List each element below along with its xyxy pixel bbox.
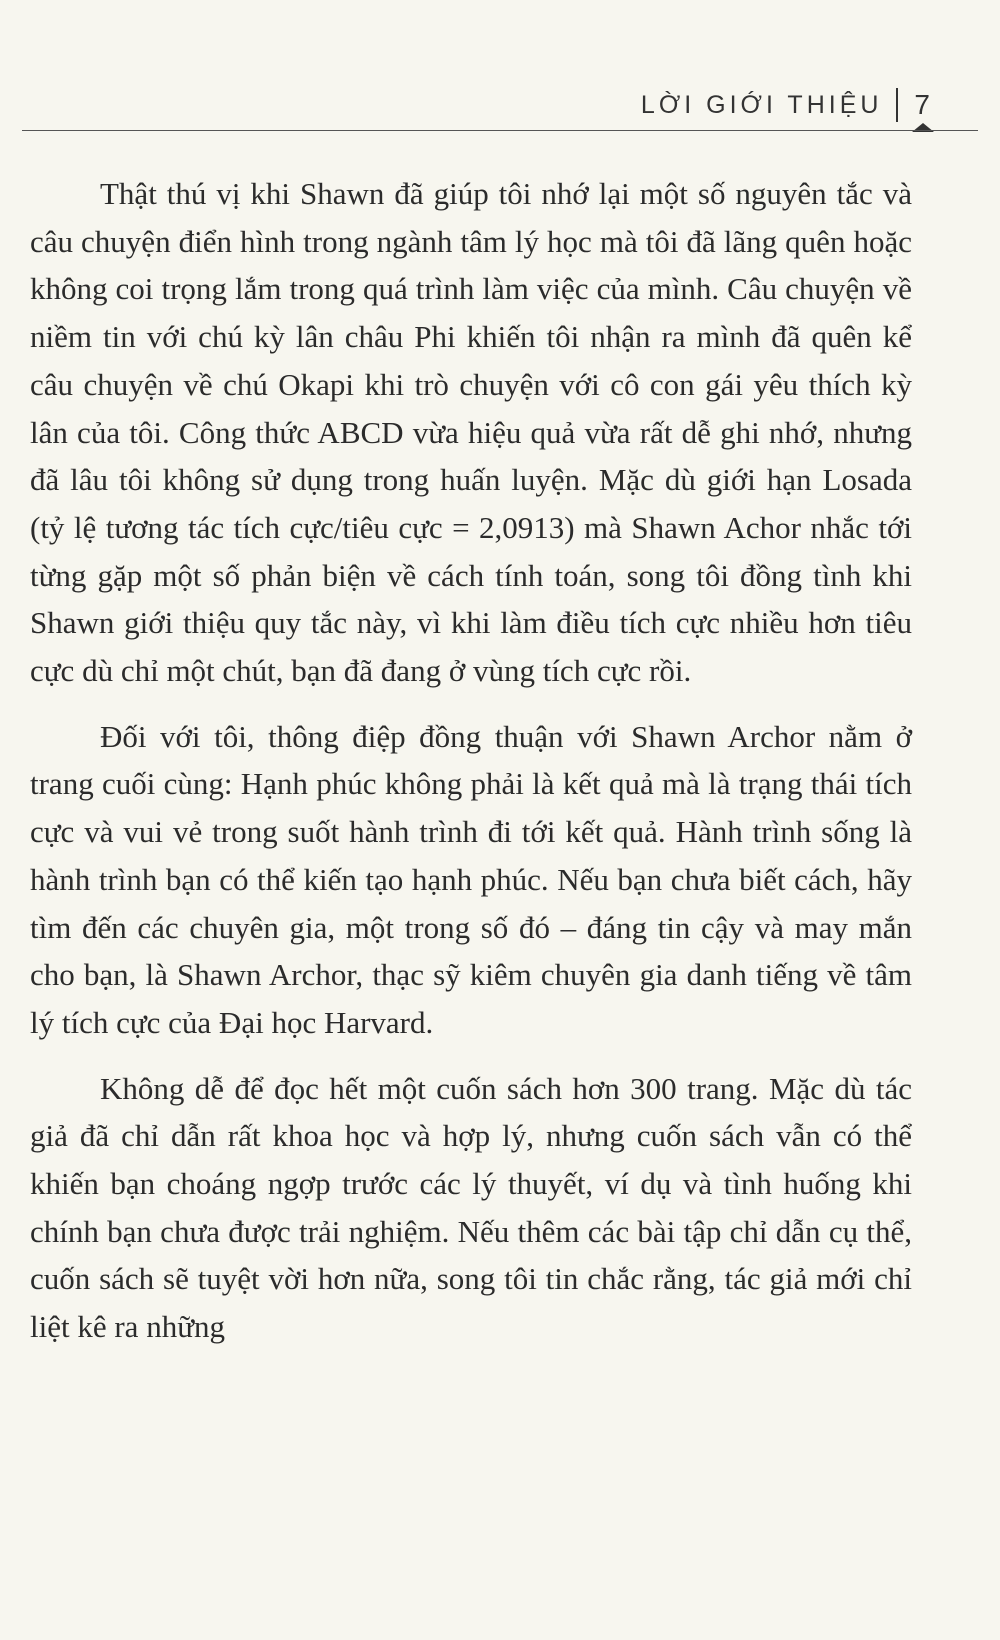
header-separator: [896, 88, 898, 122]
header-rule: [22, 130, 978, 131]
paragraph: Đối với tôi, thông điệp đồng thuận với Shawn Archor nằm ở trang cuối cùng: Hạnh phúc không phải là kết quả mà là trạng thái tích cực và vui vẻ trong suốt hành trình đi tới kết quả. Hành trình sống là hành trình bạn có thể kiến tạo hạnh phúc. Nếu bạn chưa biết cách, hãy tìm đến các chuyên gia, một trong số đó – đáng tin cậy và may mắn cho bạn, là Shawn Archor, thạc sỹ kiêm chuyên gia danh tiếng về tâm lý tích cực của Đại học Harvard.: [30, 718, 912, 1040]
paragraph: Không dễ để đọc hết một cuốn sách hơn 300 trang. Mặc dù tác giả đã chỉ dẫn rất khoa học và hợp lý, nhưng cuốn sách vẫn có thể khiến bạn choáng ngợp trước các lý thuyết, ví dụ và tình huống khi chính bạn chưa được trải nghiệm. Nếu thêm các bài tập chỉ dẫn cụ thể, cuốn sách sẽ tuyệt vời hơn nữa, song tôi tin chắc rằng, tác giả mới chỉ liệt kê ra những: [30, 1070, 912, 1345]
section-title: LỜI GIỚI THIỆU: [640, 90, 883, 119]
running-header: [641, 88, 930, 122]
body-text: [30, 170, 912, 1369]
paragraph: Thật thú vị khi Shawn đã giúp tôi nhớ lại một số nguyên tắc và câu chuyện điển hình trong ngành tâm lý học mà tôi đã lãng quên hoặc không coi trọng lắm trong quá trình làm việc của mình. Câu chuyện về niềm tin với chú kỳ lân châu Phi khiến tôi nhận ra mình đã quên kể câu chuyện về chú Okapi khi trò chuyện với cô con gái yêu thích kỳ lân của tôi. Công thức ABCD vừa hiệu quả vừa rất dễ ghi nhớ, nhưng đã lâu tôi không sử dụng trong huấn luyện. Mặc dù giới hạn Losada (tỷ lệ tương tác tích cực/tiêu cực = 2,0913) mà Shawn Achor nhắc tới từng gặp một số phản biện về cách tính toán, song tôi đồng tình khi Shawn giới thiệu quy tắc này, vì khi làm điều tích cực nhiều hơn tiêu cực dù chỉ một chút, bạn đã đang ở vùng tích cực rồi.: [30, 176, 912, 689]
page-number: [914, 89, 930, 121]
page-number-text: 7: [914, 89, 930, 120]
